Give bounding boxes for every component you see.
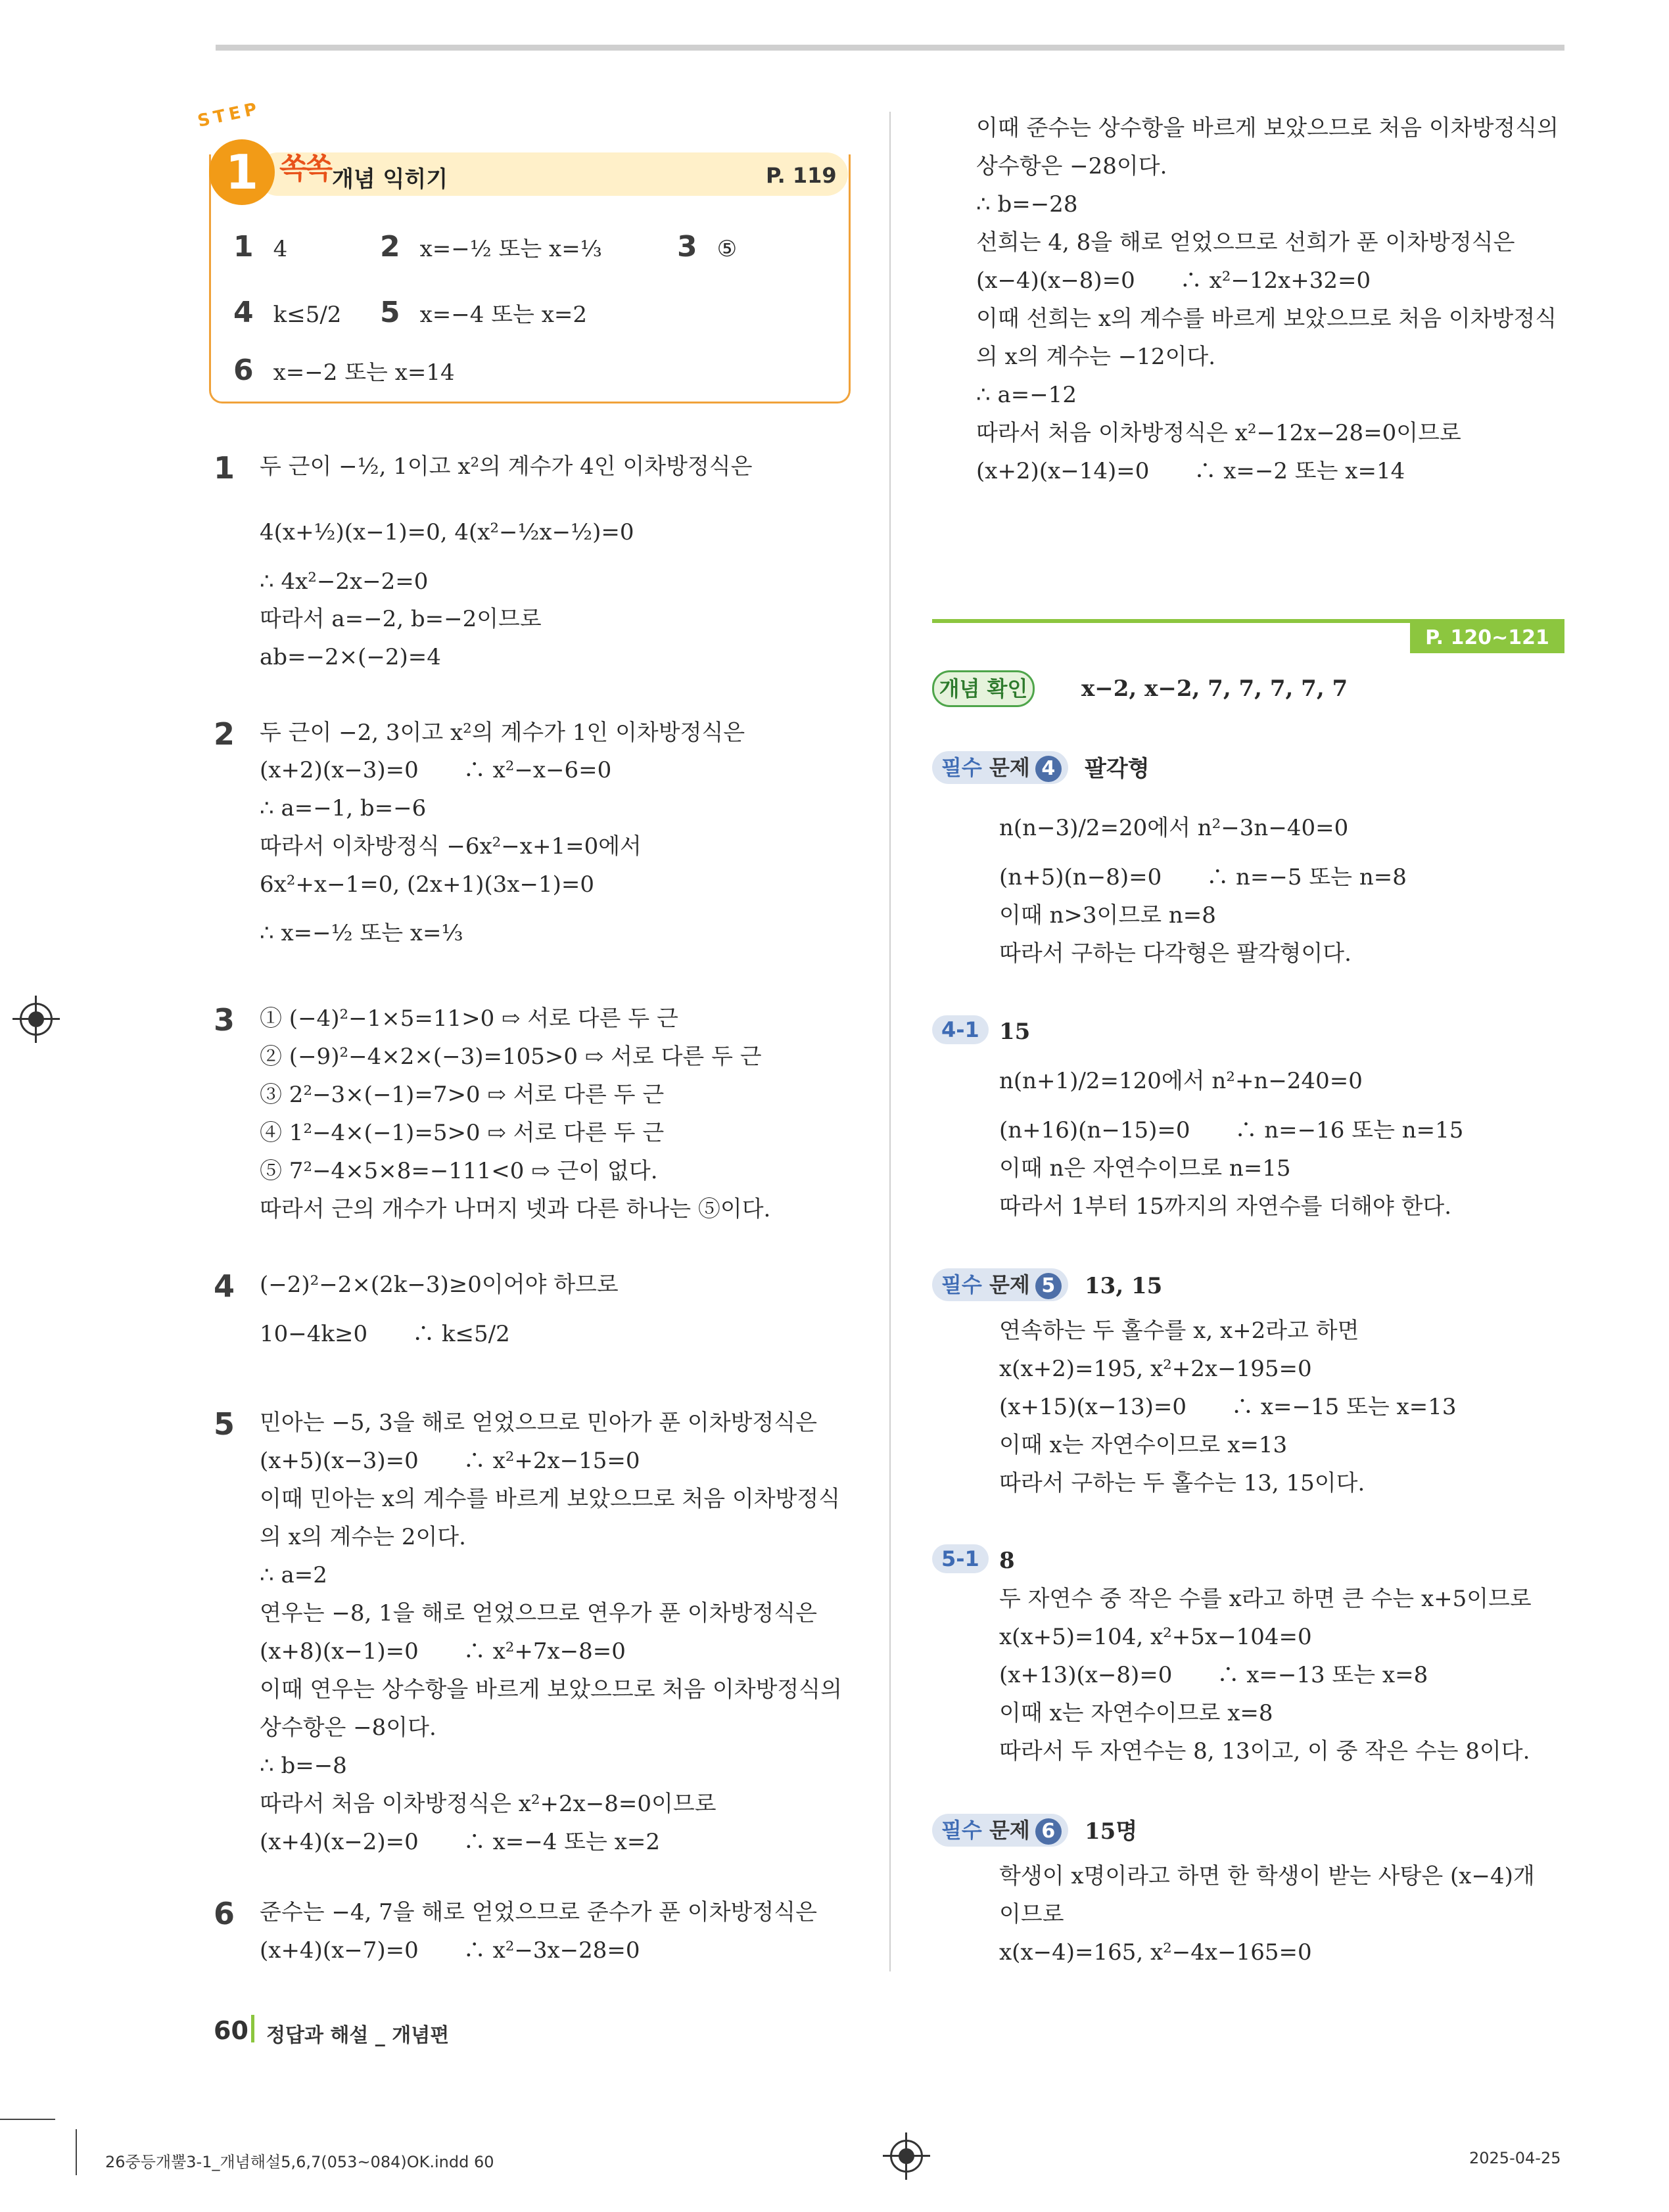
page-number-separator [251, 2015, 254, 2042]
q5-answer: 13, 15 [1085, 1273, 1163, 1299]
top-rule [216, 45, 1564, 51]
column-divider [889, 112, 891, 1971]
crop-mark [76, 2129, 77, 2175]
concept-answer: x−2, x−2, 7, 7, 7, 7, 7 [1081, 676, 1348, 702]
must-problem-4-badge: 필수 문제 4 [932, 751, 1068, 784]
q5-1-answer: 8 [999, 1548, 1015, 1574]
crop-mark [0, 2119, 55, 2120]
registration-mark-icon [20, 1003, 53, 1036]
sub-problem-5-1-badge: 5-1 [932, 1544, 989, 1573]
page-label: 정답과 해설 _ 개념편 [266, 2024, 450, 2047]
section-page-ref: P. 120∼121 [1410, 623, 1564, 653]
print-date: 2025-04-25 [1469, 2149, 1561, 2167]
q4-1-answer: 15 [999, 1019, 1031, 1045]
step-title: 개념 익히기 [332, 166, 448, 193]
answer-3: 3 ⑤ [677, 230, 738, 264]
step-page-ref: P. 119 [766, 163, 837, 188]
answer-6: 6 x=−2 또는 x=14 [233, 354, 455, 387]
answer-1: 1 4 [233, 230, 288, 264]
step-label: STEP [195, 99, 263, 131]
registration-mark-icon [890, 2140, 923, 2173]
answer-5: 5 x=−4 또는 x=2 [380, 296, 588, 329]
step-sseuk-logo: 쏙쏙 [279, 152, 331, 185]
concept-check-badge: 개념 확인 [932, 670, 1035, 707]
q4-answer: 팔각형 [1085, 756, 1150, 782]
file-info: 26중등개뿔3-1_개념해설5,6,7(053~084)OK.indd 60 [105, 2153, 494, 2171]
sub-problem-4-1-badge: 4-1 [932, 1015, 989, 1044]
q6-answer: 15명 [1085, 1818, 1138, 1845]
page-number: 60 [214, 2016, 248, 2045]
must-problem-6-badge: 필수 문제 6 [932, 1814, 1068, 1847]
answer-2: 2 x=−½ 또는 x=⅓ [380, 230, 602, 264]
answer-4: 4 k≤5/2 [233, 296, 342, 329]
step-number-badge: 1 [209, 139, 275, 205]
must-problem-5-badge: 필수 문제 5 [932, 1268, 1068, 1301]
